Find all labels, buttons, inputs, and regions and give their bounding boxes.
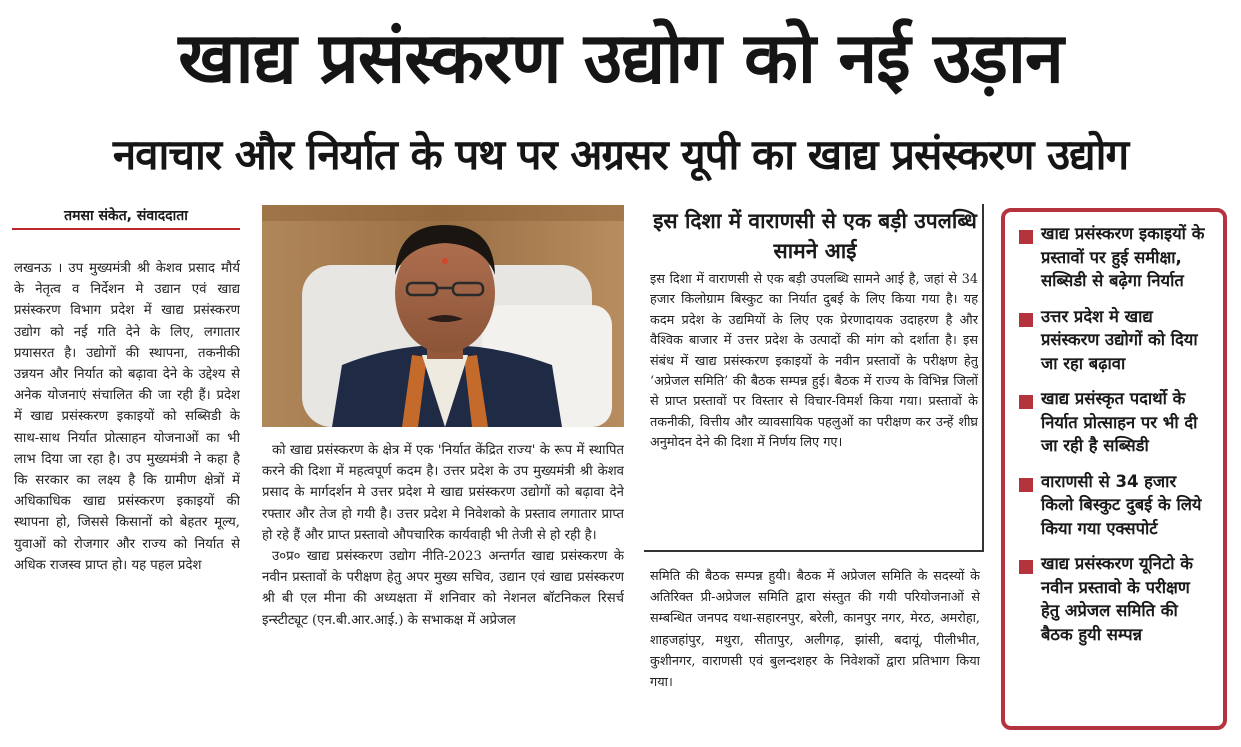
sidebar-item: [1019, 387, 1213, 458]
portrait-photo: [262, 205, 624, 427]
square-bullet-icon: [1019, 395, 1033, 409]
column-2-paragraph-1: को खाद्य प्रसंस्करण के क्षेत्र में एक 'निर्यात केंद्रित राज्य' के रूप में स्थापित करने की दिशा में महत्वपूर्ण कदम है। उत्तर प्रदेश के उप मुख्यमंत्री श्री केशव प्रसाद के मार्गदर्शन मे उत्तर प्रदेश मे खाद्य प्रसंस्करण उद्योगों को बढ़ावा देने रफ्तार और तेज हो गयी है। उत्तर प्रदेश मे निवेशको के प्रस्ताव लगातार प्राप्त हो रहे हैं और प्राप्त प्रस्तावो औपचारिक कार्यवाही भी तेजी से हो रही है।: [262, 443, 624, 543]
sidebar-item-text: खाद्य प्रसंस्करण यूनिटो के नवीन प्रस्तावो के परीक्षण हेतु अप्रेजल समिति की बैठक हुयी सम्पन्न: [1041, 554, 1193, 644]
sidebar-item: [1019, 222, 1213, 293]
highlight-box-title: इस दिशा में वाराणसी से एक बड़ी उपलब्धि सामने आई: [653, 209, 977, 263]
sidebar-item: [1019, 305, 1213, 376]
byline-divider: [12, 228, 240, 230]
byline: तमसा संकेत, संवाददाता: [64, 208, 188, 224]
column-2-paragraph-2: उ०प्र० खाद्य प्रसंस्करण उद्योग नीति-2023 अन्तर्गत खाद्य प्रसंस्करण के नवीन प्रस्तावों के परीक्षण हेतु अपर मुख्य सचिव, उद्यान एवं खाद्य प्रसंस्करण श्री बी एल मीना की अध्यक्षता में शनिवार को नेशनल बॉटनिकल रिसर्च इन्स्टीट्यूट (एन.बी.आर.आई.) के सभाकक्ष में अप्रेजल: [262, 549, 624, 628]
square-bullet-icon: [1019, 560, 1033, 574]
headline: खाद्य प्रसंस्करण उद्योग को नई उड़ान: [178, 17, 1063, 99]
sidebar-item-text: खाद्य प्रसंस्कृत पदार्थो के निर्यात प्रोत्साहन पर भी दी जा रही है सब्सिडी: [1041, 389, 1198, 455]
sidebar-item-text: खाद्य प्रसंस्करण इकाइयों के प्रस्तावों पर हुई समीक्षा, सब्सिडी से बढ़ेगा निर्यात: [1041, 224, 1205, 290]
portrait-illustration: [262, 205, 624, 427]
highlight-box-text: इस दिशा में वाराणसी से एक बड़ी उपलब्धि सामने आई है, जहां से 34 हजार किलोग्राम बिस्कुट का निर्यात दुबई के लिए किया गया है। यह कदम प्रदेश के उद्यमियों के लिए एक प्रेरणादायक उदाहरण है और वैश्विक बाजार में उत्तर प्रदेश के उत्पादों की मांग को दर्शाता है। इस संबंध में खाद्य प्रसंस्करण इकाइयों के नवीन प्रस्तावों के परीक्षण हेतु ‘अप्रेजल समिति’ की बैठक सम्पन्न हुई। बैठक में राज्य के विभिन्न जिलों से प्राप्त प्रस्तावों पर विस्तार से विचार-विमर्श किया गया। प्रस्तावों के तकनीकी, वित्तीय और व्यावसायिक पहलुओं का परीक्षण कर उन्हें शीघ्र अनुमोदन देने की दिशा में निर्णय लिए गए।: [650, 272, 978, 451]
square-bullet-icon: [1019, 313, 1033, 327]
highlights-sidebar: [1001, 208, 1227, 730]
sidebar-item: [1019, 552, 1213, 646]
article-column-2: [262, 440, 624, 736]
square-bullet-icon: [1019, 478, 1033, 492]
article-column-1: लखनऊ । उप मुख्यमंत्री श्री केशव प्रसाद मौर्य के नेतृत्व व निर्देशन मे उद्यान एवं खाद्य प्रसंस्करण विभाग प्रदेश में खाद्य प्रसंस्करण उद्योग को नई गति देने के लिए, लगातार प्रयासरत है। उद्योगों की स्थापना, तकनीकी उन्नयन और निर्यात को बढ़ावा देने के उद्देश्य से अनेक योजनाएं संचालित की जा रही हैं। प्रदेश में खाद्य प्रसंस्करण इकाइयों को सब्सिडी के साथ-साथ निर्यात प्रोत्साहन योजनाओं का भी लाभ दिया जा रहा है। उप मुख्यमंत्री ने कहा है कि सरकार का लक्ष्य है कि ग्रामीण क्षेत्रों में अधिकाधिक खाद्य प्रसंस्करण इकाइयों की स्थापना हो, जिससे किसानों को बेहतर मूल्य, युवाओं को रोजगार और राज्य को निर्यात से अधिक राजस्व प्राप्त हो। यह पहल प्रदेश: [14, 261, 240, 573]
sidebar-item: [1019, 470, 1213, 541]
sidebar-item-text: उत्तर प्रदेश मे खाद्य प्रसंस्करण उद्योगों को दिया जा रहा बढ़ावा: [1041, 306, 1198, 373]
square-bullet-icon: [1019, 230, 1033, 244]
subheadline: नवाचार और निर्यात के पथ पर अग्रसर यूपी का खाद्य प्रसंस्करण उद्योग: [112, 130, 1129, 179]
article-column-4: समिति की बैठक सम्पन्न हुयी। बैठक में अप्रेजल समिति के सदस्यों के अतिरिक्त प्री-अप्रेजल समिति द्वारा संस्तुत की गयी परियोजनाओं से सम्बन्धित जनपद यथा-सहारनपुर, बरेली, कानपुर नगर, मेरठ, अमरोहा, शाहजहांपुर, मथुरा, सीतापुर, अलीगढ़, झांसी, बदायूं, पीलीभीत, कुशीनगर, वाराणसी एवं बुलन्दशहर के निवेशकों द्वारा प्रतिभाग किया गया।: [650, 569, 980, 691]
sidebar-item-text: वाराणसी से 34 हजार किलो बिस्कुट दुबई के लिये किया गया एक्सपोर्ट: [1041, 471, 1202, 538]
